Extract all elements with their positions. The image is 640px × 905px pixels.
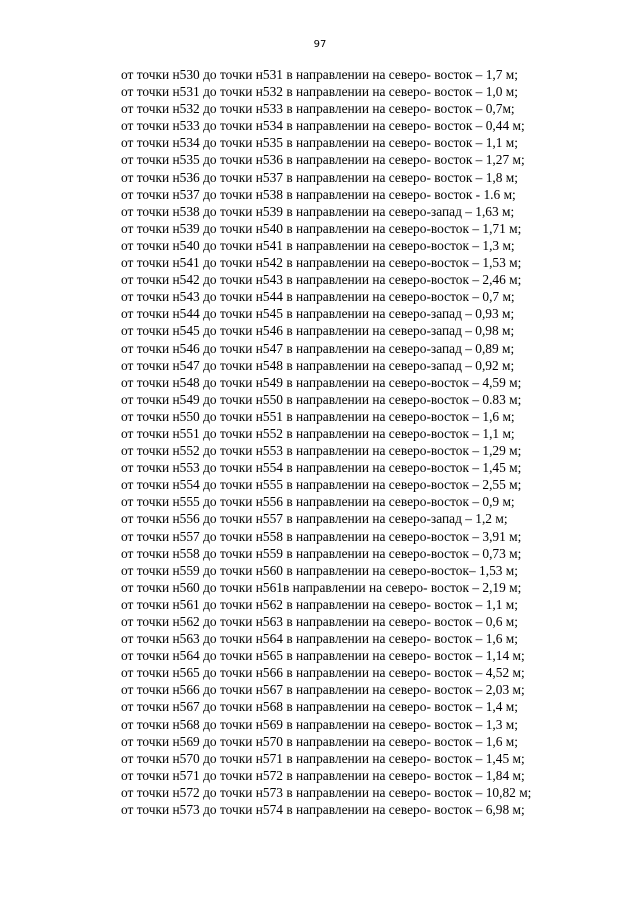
boundary-segment-line: от точки н565 до точки н566 в направлении на северо- восток – 4,52 м; bbox=[121, 665, 525, 681]
boundary-segment-line: от точки н563 до точки н564 в направлении на северо- восток – 1,6 м; bbox=[121, 631, 518, 647]
boundary-segment-line: от точки н550 до точки н551 в направлении на северо-восток – 1,6 м; bbox=[121, 408, 515, 424]
boundary-segment-line: от точки н569 до точки н570 в направлении на северо- восток – 1,6 м; bbox=[121, 733, 518, 749]
boundary-segment-line: от точки н560 до точки н561в направлении на северо- восток – 2,19 м; bbox=[121, 579, 522, 595]
boundary-segment-line: от точки н538 до точки н539 в направлении на северо-запад – 1,63 м; bbox=[121, 203, 515, 219]
boundary-segment-line: от точки н554 до точки н555 в направлении на северо-восток – 2,55 м; bbox=[121, 477, 522, 493]
boundary-segment-line: от точки н557 до точки н558 в направлении на северо-восток – 3,91 м; bbox=[121, 528, 522, 544]
boundary-segment-line: от точки н555 до точки н556 в направлении на северо-восток – 0,9 м; bbox=[121, 494, 515, 510]
boundary-segment-line: от точки н553 до точки н554 в направлении на северо-восток – 1,45 м; bbox=[121, 460, 522, 476]
boundary-segment-line: от точки н546 до точки н547 в направлении на северо-запад – 0,89 м; bbox=[121, 340, 515, 356]
boundary-segment-line: от точки н567 до точки н568 в направлении на северо- восток – 1,4 м; bbox=[121, 699, 518, 715]
boundary-segment-line: от точки н541 до точки н542 в направлении на северо-восток – 1,53 м; bbox=[121, 255, 522, 271]
boundary-segment-line: от точки н545 до точки н546 в направлении на северо-запад – 0,98 м; bbox=[121, 323, 515, 339]
boundary-segment-line: от точки н533 до точки н534 в направлении на северо- восток – 0,44 м; bbox=[121, 118, 525, 134]
boundary-segment-line: от точки н530 до точки н531 в направлении на северо- восток – 1,7 м; bbox=[121, 67, 518, 82]
boundary-segment-line: от точки н561 до точки н562 в направлении на северо- восток – 1,1 м; bbox=[121, 596, 518, 612]
boundary-segment-line: от точки н540 до точки н541 в направлении на северо-восток – 1,3 м; bbox=[121, 237, 515, 253]
boundary-segment-line: от точки н556 до точки н557 в направлении на северо-запад – 1,2 м; bbox=[121, 511, 508, 527]
boundary-segment-line: от точки н570 до точки н571 в направлении на северо- восток – 1,45 м; bbox=[121, 750, 525, 766]
boundary-segment-line: от точки н544 до точки н545 в направлении на северо-запад – 0,93 м; bbox=[121, 306, 515, 322]
boundary-segment-line: от точки н549 до точки н550 в направлении на северо-восток – 0.83 м; bbox=[121, 391, 522, 407]
boundary-segment-line: от точки н552 до точки н553 в направлении на северо-восток – 1,29 м; bbox=[121, 443, 522, 459]
page-number: 97 bbox=[313, 39, 327, 50]
boundary-segment-line: от точки н531 до точки н532 в направлении на северо- восток – 1,0 м; bbox=[121, 84, 518, 100]
boundary-description-list bbox=[121, 66, 621, 818]
boundary-segment-line: от точки н537 до точки н538 в направлении на северо- восток - 1.6 м; bbox=[121, 186, 516, 202]
boundary-segment-line: от точки н572 до точки н573 в направлении на северо- восток – 10,82 м; bbox=[121, 784, 532, 800]
boundary-segment-line: от точки н551 до точки н552 в направлении на северо-восток – 1,1 м; bbox=[121, 425, 515, 441]
boundary-segment-line: от точки н542 до точки н543 в направлении на северо-восток – 2,46 м; bbox=[121, 272, 522, 288]
boundary-segment-line: от точки н568 до точки н569 в направлении на северо- восток – 1,3 м; bbox=[121, 716, 518, 732]
boundary-segment-line: от точки н571 до точки н572 в направлении на северо- восток – 1,84 м; bbox=[121, 767, 525, 783]
boundary-segment-line: от точки н532 до точки н533 в направлении на северо- восток – 0,7м; bbox=[121, 101, 515, 117]
boundary-segment-line: от точки н548 до точки н549 в направлении на северо-восток – 4,59 м; bbox=[121, 374, 522, 390]
boundary-segment-line: от точки н564 до точки н565 в направлении на северо- восток – 1,14 м; bbox=[121, 648, 525, 664]
boundary-segment-line: от точки н536 до точки н537 в направлении на северо- восток – 1,8 м; bbox=[121, 169, 518, 185]
boundary-segment-line: от точки н559 до точки н560 в направлении на северо-восток– 1,53 м; bbox=[121, 562, 518, 578]
boundary-segment-line: от точки н558 до точки н559 в направлении на северо-восток – 0,73 м; bbox=[121, 545, 522, 561]
boundary-segment-line: от точки н547 до точки н548 в направлении на северо-запад – 0,92 м; bbox=[121, 357, 515, 373]
boundary-segment-line: от точки н543 до точки н544 в направлении на северо-восток – 0,7 м; bbox=[121, 289, 515, 305]
boundary-segment-line: от точки н534 до точки н535 в направлении на северо- восток – 1,1 м; bbox=[121, 135, 518, 151]
boundary-segment-line: от точки н539 до точки н540 в направлении на северо-восток – 1,71 м; bbox=[121, 220, 522, 236]
boundary-segment-line: от точки н535 до точки н536 в направлении на северо- восток – 1,27 м; bbox=[121, 152, 525, 168]
boundary-segment-line: от точки н562 до точки н563 в направлении на северо- восток – 0,6 м; bbox=[121, 614, 518, 629]
boundary-segment-line: от точки н573 до точки н574 в направлении на северо- восток – 6,98 м; bbox=[121, 802, 525, 818]
boundary-segment-line: от точки н566 до точки н567 в направлении на северо- восток – 2,03 м; bbox=[121, 682, 525, 698]
